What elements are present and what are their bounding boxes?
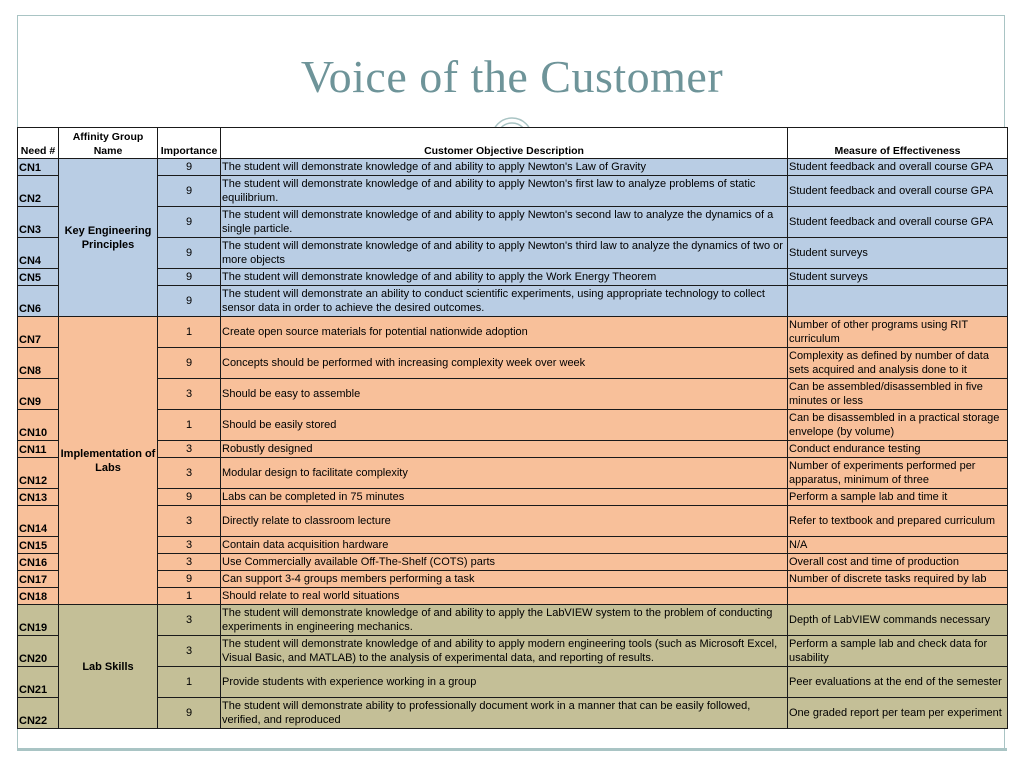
- need-id: CN20: [18, 636, 59, 667]
- table-row: [18, 458, 1008, 489]
- table-row: [18, 571, 1008, 588]
- need-id: CN4: [18, 238, 59, 269]
- need-id: CN2: [18, 176, 59, 207]
- need-id: CN10: [18, 410, 59, 441]
- need-id: CN15: [18, 537, 59, 554]
- importance: 1: [158, 410, 221, 441]
- measure: N/A: [788, 537, 1008, 554]
- description: Contain data acquisition hardware: [221, 537, 788, 554]
- header-group: Affinity Group Name: [59, 128, 158, 159]
- measure: Peer evaluations at the end of the semester: [788, 667, 1008, 698]
- header-measure: Measure of Effectiveness: [788, 128, 1008, 159]
- header-need: Need #: [18, 128, 59, 159]
- importance: 9: [158, 176, 221, 207]
- description: The student will demonstrate knowledge of and ability to apply Newton's second law to analyze the dynamics of a single particle.: [221, 207, 788, 238]
- description: The student will demonstrate knowledge of and ability to apply modern engineering tools (such as Microsoft Excel, Visual Basic, and MATLAB) to the analysis of experimental data, and reporting of results.: [221, 636, 788, 667]
- header-importance: Importance: [158, 128, 221, 159]
- measure: Student feedback and overall course GPA: [788, 176, 1008, 207]
- voc-table: [17, 127, 1008, 729]
- table-row: [18, 176, 1008, 207]
- description: Robustly designed: [221, 441, 788, 458]
- table-row: [18, 667, 1008, 698]
- measure: Refer to textbook and prepared curriculum: [788, 506, 1008, 537]
- importance: 3: [158, 506, 221, 537]
- measure: Complexity as defined by number of data sets acquired and analysis done to it: [788, 348, 1008, 379]
- measure: Can be disassembled in a practical storage envelope (by volume): [788, 410, 1008, 441]
- measure: [788, 286, 1008, 317]
- need-id: CN13: [18, 489, 59, 506]
- table-row: [18, 537, 1008, 554]
- measure: Student feedback and overall course GPA: [788, 159, 1008, 176]
- importance: 3: [158, 636, 221, 667]
- description: Can support 3-4 groups members performing a task: [221, 571, 788, 588]
- table-header-row: [18, 128, 1008, 159]
- measure: Conduct endurance testing: [788, 441, 1008, 458]
- need-id: CN19: [18, 605, 59, 636]
- importance: 9: [158, 207, 221, 238]
- table-row: [18, 588, 1008, 605]
- table-row: [18, 698, 1008, 729]
- need-id: CN17: [18, 571, 59, 588]
- description: Concepts should be performed with increasing complexity week over week: [221, 348, 788, 379]
- need-id: CN11: [18, 441, 59, 458]
- importance: 9: [158, 348, 221, 379]
- description: Should relate to real world situations: [221, 588, 788, 605]
- importance: 3: [158, 537, 221, 554]
- group-name: Key Engineering Principles: [59, 159, 158, 317]
- table-row: [18, 605, 1008, 636]
- importance: 9: [158, 571, 221, 588]
- slide-bottom-bar: [17, 748, 1007, 751]
- measure: One graded report per team per experiment: [788, 698, 1008, 729]
- need-id: CN22: [18, 698, 59, 729]
- description: Modular design to facilitate complexity: [221, 458, 788, 489]
- description: The student will demonstrate knowledge of and ability to apply Newton's first law to analyze problems of static equilibrium.: [221, 176, 788, 207]
- need-id: CN8: [18, 348, 59, 379]
- description: The student will demonstrate knowledge of and ability to apply Newton's third law to analyze the dynamics of two or more objects: [221, 238, 788, 269]
- importance: 9: [158, 238, 221, 269]
- importance: 9: [158, 489, 221, 506]
- measure: Depth of LabVIEW commands necessary: [788, 605, 1008, 636]
- measure: Student surveys: [788, 238, 1008, 269]
- table-row: [18, 410, 1008, 441]
- table-row: [18, 348, 1008, 379]
- description: Directly relate to classroom lecture: [221, 506, 788, 537]
- need-id: CN1: [18, 159, 59, 176]
- importance: 9: [158, 269, 221, 286]
- importance: 1: [158, 588, 221, 605]
- measure: Number of discrete tasks required by lab: [788, 571, 1008, 588]
- table-row: [18, 269, 1008, 286]
- need-id: CN6: [18, 286, 59, 317]
- description: The student will demonstrate knowledge of and ability to apply Newton's Law of Gravity: [221, 159, 788, 176]
- header-description: Customer Objective Description: [221, 128, 788, 159]
- need-id: CN16: [18, 554, 59, 571]
- need-id: CN18: [18, 588, 59, 605]
- importance: 1: [158, 667, 221, 698]
- description: Should be easy to assemble: [221, 379, 788, 410]
- measure: Number of experiments performed per apparatus, minimum of three: [788, 458, 1008, 489]
- slide-title: Voice of the Customer: [300, 51, 724, 102]
- measure: [788, 588, 1008, 605]
- need-id: CN5: [18, 269, 59, 286]
- table-row: [18, 379, 1008, 410]
- measure: Can be assembled/disassembled in five minutes or less: [788, 379, 1008, 410]
- description: Create open source materials for potential nationwide adoption: [221, 317, 788, 348]
- need-id: CN14: [18, 506, 59, 537]
- importance: 3: [158, 458, 221, 489]
- importance: 9: [158, 698, 221, 729]
- need-id: CN3: [18, 207, 59, 238]
- importance: 3: [158, 554, 221, 571]
- measure: Number of other programs using RIT curriculum: [788, 317, 1008, 348]
- description: Labs can be completed in 75 minutes: [221, 489, 788, 506]
- importance: 1: [158, 317, 221, 348]
- table-row: [18, 207, 1008, 238]
- importance: 3: [158, 441, 221, 458]
- importance: 3: [158, 379, 221, 410]
- group-name: Implementation of Labs: [59, 317, 158, 605]
- measure: Student feedback and overall course GPA: [788, 207, 1008, 238]
- need-id: CN12: [18, 458, 59, 489]
- description: The student will demonstrate knowledge of and ability to apply the LabVIEW system to the problem of conducting experiments in engineering mechanics.: [221, 605, 788, 636]
- need-id: CN21: [18, 667, 59, 698]
- table-row: [18, 317, 1008, 348]
- description: Provide students with experience working in a group: [221, 667, 788, 698]
- importance: 9: [158, 286, 221, 317]
- need-id: CN7: [18, 317, 59, 348]
- measure: Overall cost and time of production: [788, 554, 1008, 571]
- measure: Perform a sample lab and time it: [788, 489, 1008, 506]
- table-row: [18, 441, 1008, 458]
- importance: 3: [158, 605, 221, 636]
- need-id: CN9: [18, 379, 59, 410]
- table-row: [18, 238, 1008, 269]
- description: The student will demonstrate an ability to conduct scientific experiments, using appropriate technology to collect sensor data in order to achieve the desired outcomes.: [221, 286, 788, 317]
- measure: Perform a sample lab and check data for usability: [788, 636, 1008, 667]
- description: The student will demonstrate ability to professionally document work in a manner that can be easily followed, verified, and reproduced: [221, 698, 788, 729]
- group-name: Lab Skills: [59, 605, 158, 729]
- table-row: [18, 554, 1008, 571]
- measure: Student surveys: [788, 269, 1008, 286]
- table-row: [18, 506, 1008, 537]
- description: Should be easily stored: [221, 410, 788, 441]
- table-row: [18, 636, 1008, 667]
- importance: 9: [158, 159, 221, 176]
- description: The student will demonstrate knowledge of and ability to apply the Work Energy Theorem: [221, 269, 788, 286]
- description: Use Commercially available Off-The-Shelf (COTS) parts: [221, 554, 788, 571]
- table-row: [18, 489, 1008, 506]
- table-row: [18, 286, 1008, 317]
- table-row: [18, 159, 1008, 176]
